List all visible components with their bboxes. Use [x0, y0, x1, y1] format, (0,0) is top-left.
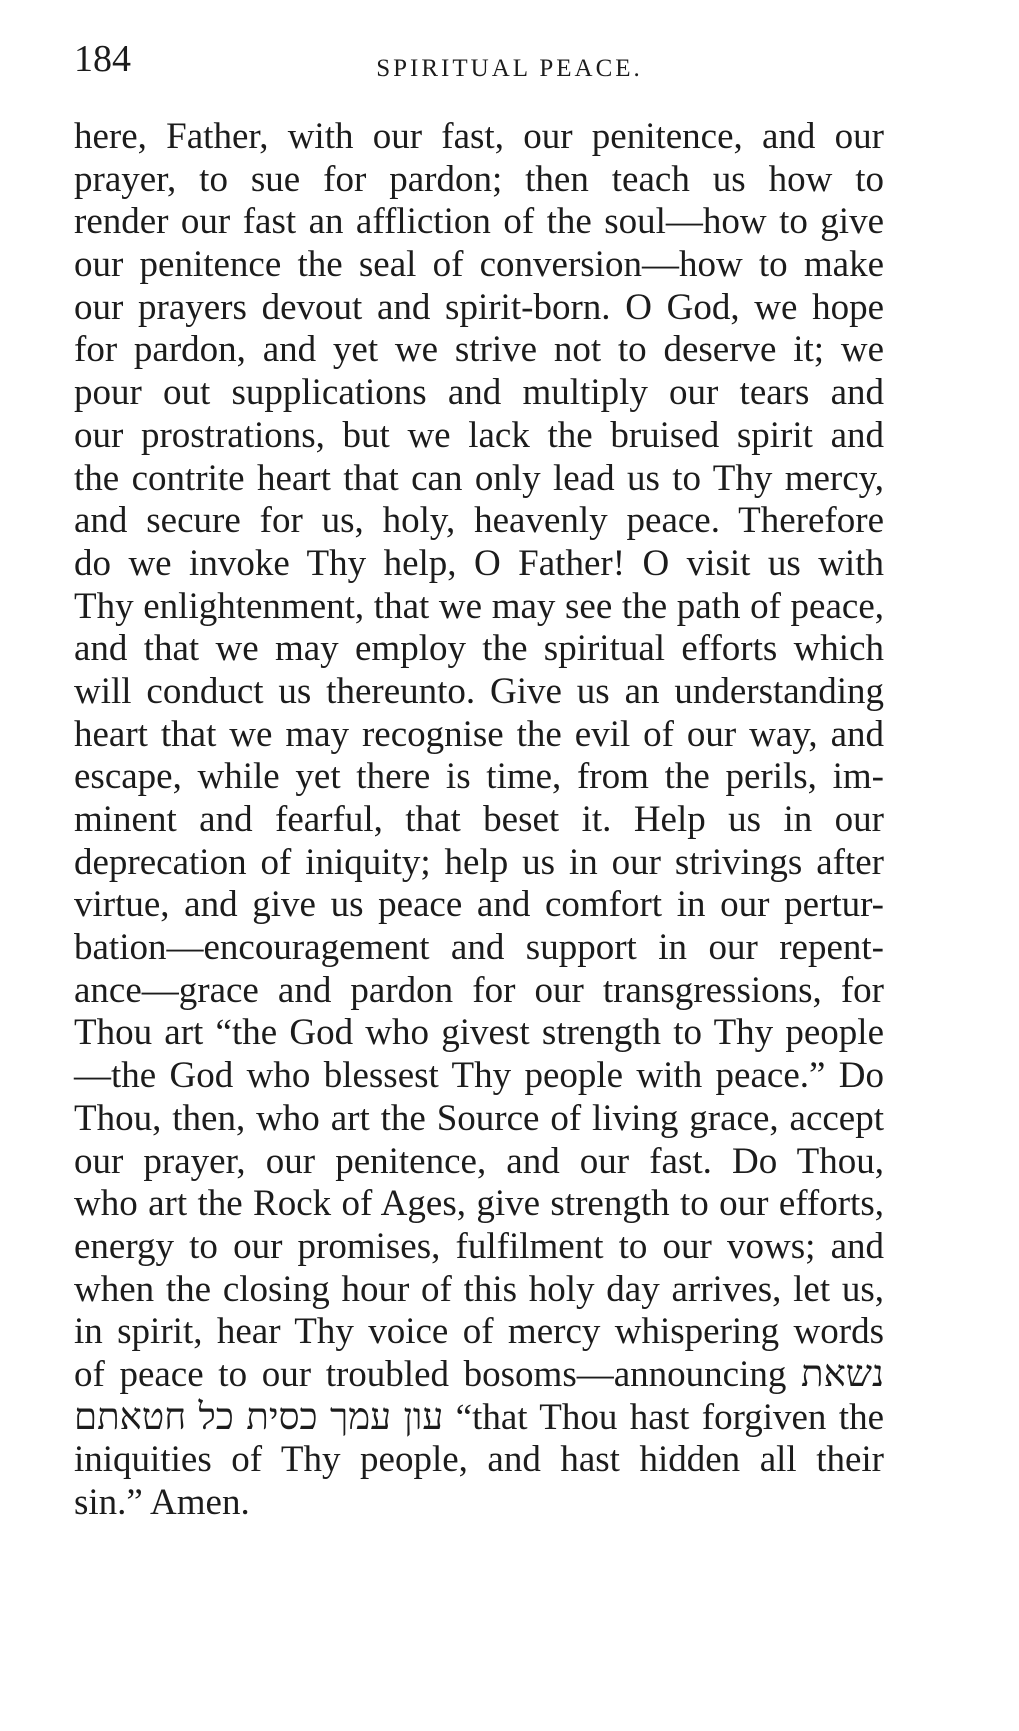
text-line: render our fast an affliction of the soul—how to give: [74, 201, 884, 243]
prayer-text: [74, 116, 884, 1525]
running-title: SPIRITUAL PEACE.: [376, 55, 643, 82]
text-line: energy to our promises, fulfilment to our vows; and: [74, 1225, 884, 1267]
text-line: for pardon, and yet we strive not to deserve it; we: [74, 329, 884, 371]
text-line: and secure for us, holy, heavenly peace. Therefore: [74, 500, 884, 542]
text-line: heart that we may recognise the evil of our way, and: [74, 713, 884, 755]
text-line-hebrew-ending: of peace to our troubled bosoms—announcing נשאת: [74, 1353, 884, 1395]
page-number: 184: [74, 38, 131, 80]
text-line: Thy enlightenment, that we may see the path of peace,: [74, 585, 884, 627]
text-line: our prayer, our penitence, and our fast. Do Thou,: [74, 1140, 884, 1182]
text-line: the contrite heart that can only lead us to Thy mercy,: [74, 457, 884, 499]
text-line: our prostrations, but we lack the bruised spirit and: [74, 414, 884, 456]
text-line: who art the Rock of Ages, give strength to our efforts,: [74, 1183, 884, 1225]
text-line: iniquities of Thy people, and hast hidden all their: [74, 1439, 884, 1481]
text-line: —the God who blessest Thy people with peace.” Do: [74, 1055, 884, 1097]
text-line: here, Father, with our fast, our penitence, and our: [74, 116, 884, 157]
text-line: our penitence the seal of conversion—how to make: [74, 244, 884, 286]
text-line: and that we may employ the spiritual efforts which: [74, 628, 884, 670]
text-line: bation—encouragement and support in our repent-: [74, 927, 884, 969]
text-line: escape, while yet there is time, from the perils, im-: [74, 756, 884, 798]
text-line-hebrew-start: עון עמך כסית כל חטאתם “that Thou hast forgiven the: [74, 1396, 884, 1438]
text-line: our prayers devout and spirit-born. O God, we hope: [74, 286, 884, 328]
text-line: Thou art “the God who givest strength to Thy people: [74, 1012, 884, 1054]
text-line: prayer, to sue for pardon; then teach us how to: [74, 158, 884, 200]
text-line: do we invoke Thy help, O Father! O visit us with: [74, 542, 884, 584]
text-line: when the closing hour of this holy day arrives, let us,: [74, 1268, 884, 1310]
text-line: deprecation of iniquity; help us in our strivings after: [74, 841, 884, 883]
text-line: pour out supplications and multiply our tears and: [74, 372, 884, 414]
text-line: in spirit, hear Thy voice of mercy whispering words: [74, 1311, 884, 1353]
text-line: virtue, and give us peace and comfort in our pertur-: [74, 884, 884, 926]
text-line: Thou, then, who art the Source of living grace, accept: [74, 1097, 884, 1139]
text-line: minent and fearful, that beset it. Help us in our: [74, 799, 884, 840]
text-line: ance—grace and pardon for our transgressions, for: [74, 969, 884, 1011]
text-line: will conduct us thereunto. Give us an understanding: [74, 670, 884, 712]
text-line-final: sin.” Amen.: [74, 1482, 250, 1523]
